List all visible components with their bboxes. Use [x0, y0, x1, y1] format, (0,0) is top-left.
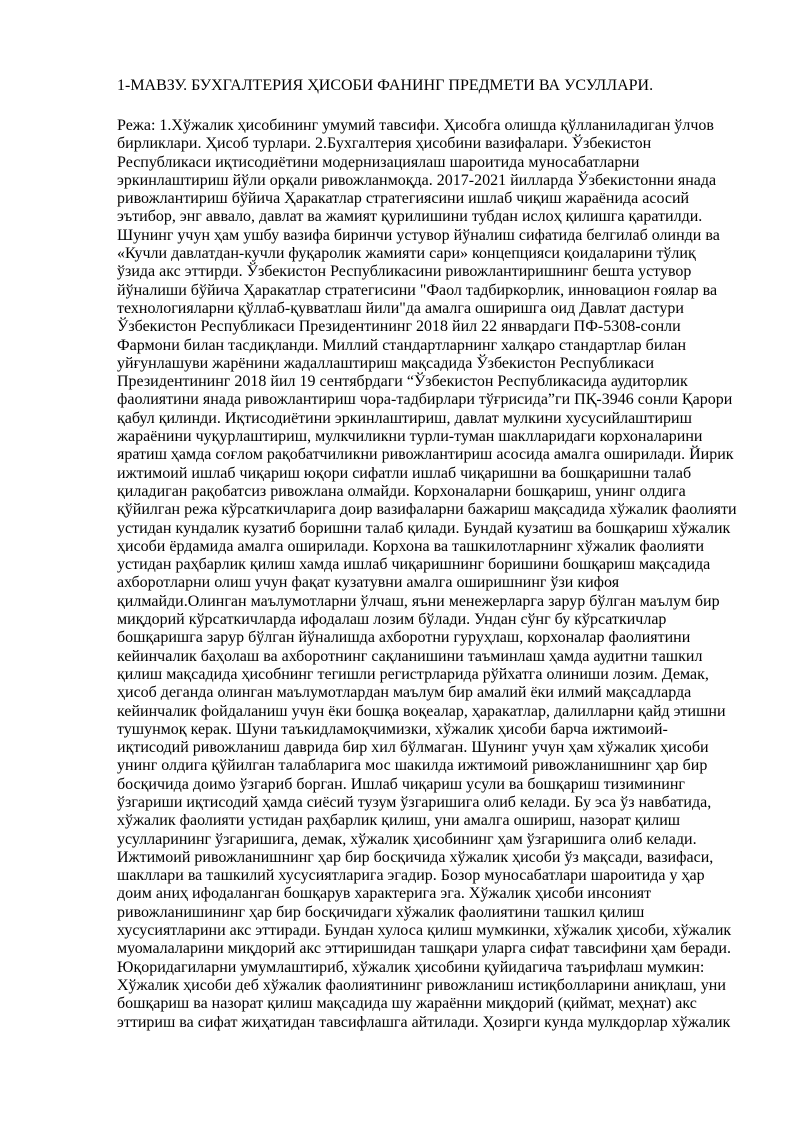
- text-line: Шунинг учун ҳам ушбу вазифа биринчи устувор йўналиш сифатида белгилаб олинди ва: [117, 226, 720, 244]
- text-line: шакллари ва ташкилий хусусиятларига эгадир. Бозор муносабатлари шароитида у ҳар: [117, 867, 705, 885]
- text-line: технологияларни қўллаб-қувватлаш йили"да амалга оширишга оид Давлат дастури: [117, 299, 684, 317]
- text-line: ҳисоб деганда олинган маълумотлардан маълум бир амалий ёки илмий мақсадларда: [117, 684, 692, 702]
- text-line: тушунмоқ керак. Шуни таъкидламоқчимизки, хўжалик ҳисоби барча ижтимоий-: [117, 720, 668, 738]
- text-line: ўзгариши иқтисодий ҳамда сиёсий тузум ўзгаришига олиб келади. Бу эса ўз навбатида,: [117, 793, 712, 811]
- text-line: яратиш ҳамда соғлом рақобатчиликни ривожлантириш асосида амалга оширилади. Йирик: [117, 446, 734, 464]
- text-line: қўйилган режа кўрсаткичларига доир вазифаларни бажариш мақсадида хўжалик фаолияти: [117, 501, 737, 519]
- text-line: қиладиган рақобатсиз ривожлана олмайди. Корхоналарни бошқариш, унинг олдига: [117, 482, 686, 500]
- text-line: доим аниҳ ифодаланган бошқарув характерига эга. Хўжалик ҳисоби инсоният: [117, 885, 652, 903]
- text-line: ижтимоий ишлаб чиқариш юқори сифатли ишлаб чиқаришни ва бошқаришни талаб: [117, 464, 692, 482]
- text-line: Ўзбекистон Республикаси Президентининг 2018 йил 22 январдаги ПФ-5308-сонли: [117, 318, 681, 336]
- text-line: ривожланишининг ҳар бир босқичидаги хўжалик фаолиятини ташкил қилиш: [117, 903, 645, 921]
- text-line: фаолиятини янада ривожлантириш чора-тадбирлари тўғрисида”ги ПҚ-3946 сонли Қарори: [117, 391, 733, 409]
- text-line: хусусиятларини акс эттиради. Бундан хулоса қилиш мумкинки, хўжалик ҳисоби, хўжалик: [117, 922, 732, 940]
- text-line: Фармони билан тасдиқланди. Миллий стандартларнинг халқаро стандартлар билан: [117, 336, 687, 354]
- text-line: Режа: 1.Хўжалик ҳисобининг умумий тавсифи. Ҳисобга олишда қўлланиладиган ўлчов: [117, 117, 714, 134]
- text-line: жараёнини чуқурлаштириш, мулкчиликни турли-туман шаклларидаги корхоналарини: [117, 428, 703, 446]
- text-line: муомалаларини миқдорий акс эттиришидан ташқари уларга сифат тавсифини ҳам беради.: [117, 940, 731, 958]
- body-paragraph: [117, 117, 737, 1032]
- text-line: йўналиши бўйича Ҳаракатлар стратегисини "Фаол тадбиркорлик, инновацион ғоялар ва: [117, 281, 718, 299]
- text-line: қилмайди.Олинган маълумотларни ўлчаш, яъни менежерларга зарур бўлган маълум бир: [117, 592, 720, 610]
- text-line: Юқоридагиларни умумлаштириб, хўжалик ҳисобини қуйидагича таърифлаш мумкин:: [117, 958, 705, 976]
- text-line: Ижтимоий ривожланишнинг ҳар бир босқичида хўжалик ҳисоби ўз мақсади, вазифаси,: [117, 848, 714, 866]
- text-line: миқдорий кўрсаткичларда ифодалаш лозим бўлади. Ундан сўнг бу кўрсаткичлар: [117, 611, 667, 629]
- text-line: кейинчалик фойдаланиш учун ёки бошқа воқеалар, ҳаракатлар, далилларни қайд этишни: [117, 702, 726, 720]
- page-title: 1-МАВЗУ. БУХГАЛТЕРИЯ ҲИСОБИ ФАНИНГ ПРЕДМЕТИ ВА УСУЛЛАРИ.: [117, 77, 654, 94]
- text-line: уйғунлашуви жарёнини жадаллаштириш мақсадида Ўзбекистон Республикаси: [117, 354, 655, 372]
- text-line: ҳисоби ёрдамида амалга оширилади. Корхона ва ташкилотларнинг хўжалик фаолияти: [117, 537, 705, 555]
- text-line: иқтисодий ривожланиш даврида бир хил бўлмаган. Шунинг учун ҳам хўжалик ҳисоби: [117, 739, 709, 757]
- text-line: эттириш ва сифат жиҳатидан тавсифлашга айтилади. Ҳозирги кунда мулкдорлар хўжалик: [117, 1013, 731, 1031]
- text-line: эркинлаштириш йўли орқали ривожланмоқда. 2017-2021 йилларда Ўзбекистонни янада: [117, 171, 717, 189]
- text-line: устидан раҳбарлик қилиш хамда ишлаб чиқаришнинг боришини бошқариш мақсадида: [117, 556, 711, 574]
- text-line: ахборотларни олиш учун фақат кузатувни амалга оширишнинг ўзи кифоя: [117, 574, 620, 592]
- text-line: Хўжалик ҳисоби деб хўжалик фаолиятининг ривожланиш истиқболларини аниқлаш, уни: [117, 976, 726, 994]
- text-line: Президентининг 2018 йил 19 сентябрдаги “Ўзбекистон Республикасида аудиторлик: [117, 373, 688, 391]
- text-line: эътибор, энг аввало, давлат ва жамият қурилишини тубдан ислоҳ қилишга қаратилди.: [117, 208, 703, 226]
- text-line: ўзида акс эттирди. Ўзбекистон Республикасини ривожлантиришнинг бешта устувор: [117, 263, 692, 281]
- text-line: кейинчалик баҳолаш ва ахборотнинг сақланишини таъминлаш ҳамда аудитни ташкил: [117, 647, 703, 665]
- text-line: устидан кундалик кузатиб боришни талаб қилади. Бундай кузатиш ва бошқариш хўжалик: [117, 519, 731, 537]
- text-line: қабул қилинди. Иқтисодиётини эркинлаштириш, давлат мулкини хусусийлаштириш: [117, 409, 692, 427]
- text-line: босқичида доимо ўзгариб борган. Ишлаб чиқариш усули ва бошқариш тизимининг: [117, 775, 685, 793]
- text-line: унинг олдига қўйилган талабларига мос шакилда ижтимоий ривожланишнинг ҳар бир: [117, 757, 708, 775]
- text-line: бошқаришга зарур бўлган йўналишда ахборотни гуруҳлаш, корхоналар фаолиятини: [117, 629, 691, 647]
- text-line: Республикаси иқтисодиётини модернизациялаш шароитида муносабатларни: [117, 153, 640, 171]
- text-line: бошқариш ва назорат қилиш мақсадида шу жараённи миқдорий (қиймат, меҳнат) акс: [117, 995, 697, 1013]
- text-line: қилиш мақсадида ҳисобнинг тегишли регистрларида рўйхатга олиниши лозим. Демак,: [117, 665, 709, 683]
- text-line: усулларининг ўзгаришига, демак, хўжалик ҳисобининг ҳам ўзгаришига олиб келади.: [117, 830, 697, 848]
- text-line: «Кучли давлатдан-кучли фуқаролик жамияти сари» концепцияси қоидаларини тўлиқ: [117, 245, 696, 263]
- text-line: хўжалик фаолияти устидан раҳбарлик қилиш, уни амалга ошириш, назорат қилиш: [117, 812, 681, 830]
- text-line: ривожлантириш бўйича Ҳаракатлар стратегиясини ишлаб чиқиш жараёнида асосий: [117, 190, 690, 208]
- text-line: бирликлари. Ҳисоб турлари. 2.Бухгалтерия ҳисобини вазифалари. Ўзбекистон: [117, 135, 652, 153]
